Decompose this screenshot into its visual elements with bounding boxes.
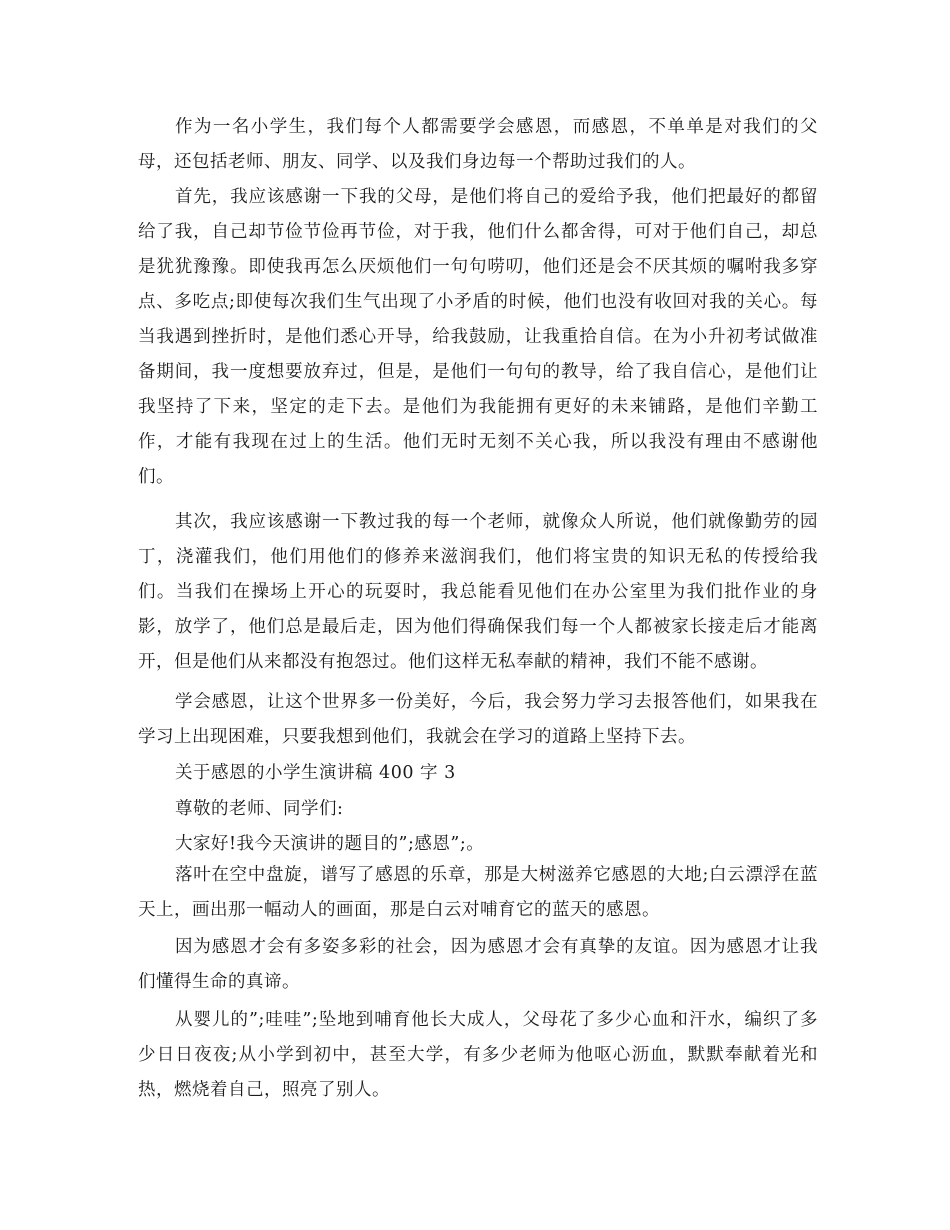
salutation: 尊敬的老师、同学们: — [175, 799, 344, 819]
paragraph-society: 因为感恩才会有多姿多彩的社会，因为感恩才会有真挚的友谊。因为感恩才让我们懂得生命的真谛。 — [138, 937, 818, 992]
paragraph-conclusion: 学会感恩，让这个世界多一份美好，今后，我会努力学习去报答他们，如果我在学习上出现困难，只要我想到他们，我就会在学习的道路上坚持下去。 — [138, 692, 818, 747]
paragraph-infant: 从婴儿的”;哇哇”;坠地到哺育他长大成人，父母花了多少心血和汗水，编织了多少日日夜夜;从小学到初中，甚至大学，有多少老师为他呕心沥血，默默奉献着光和热，燃烧着自己，照亮了别人。 — [138, 1010, 818, 1100]
speech-title: 关于感恩的小学生演讲稿 400 字 3 — [175, 763, 456, 783]
paragraph-intro: 作为一名小学生，我们每个人都需要学会感恩，而感恩，不单单是对我们的父母，还包括老师、朋友、同学、以及我们身边每一个帮助过我们的人。 — [138, 117, 818, 172]
paragraph-teachers: 其次，我应该感谢一下教过我的每一个老师，就像众人所说，他们就像勤劳的园丁，浇灌我们，他们用他们的修养来滋润我们，他们将宝贵的知识无私的传授给我们。当我们在操场上开心的玩耍时，我总能看见他们在办公室里为我们批作业的身影，放学了，他们总是最后走，因为他们得确保我们每一个人都被家长接走后才能离开，但是他们从来都没有抱怨过。他们这样无私奉献的精神，我们不能不感谢。 — [138, 512, 818, 672]
paragraph-leaves: 落叶在空中盘旋，谱写了感恩的乐章，那是大树滋养它感恩的大地;白云漂浮在蓝天上，画出那一幅动人的画面，那是白云对哺育它的蓝天的感恩。 — [138, 865, 818, 920]
paragraph-parents: 首先，我应该感谢一下我的父母，是他们将自己的爱给予我，他们把最好的都留给了我，自己却节俭节俭再节俭，对于我，他们什么都舍得，可对于他们自己，却总是犹犹豫豫。即使我再怎么厌烦他们一句句唠叨，他们还是会不厌其烦的嘱咐我多穿点、多吃点;即使每次我们生气出现了小矛盾的时候，他们也没有收回对我的关心。每当我遇到挫折时，是他们悉心开导，给我鼓励，让我重拾自信。在为小升初考试做准备期间，我一度想要放弃过，但是，是他们一句句的教导，给了我自信心，是他们让我坚持了下来，坚定的走下去。是他们为我能拥有更好的未来铺路，是他们辛勤工作，才能有我现在过上的生活。他们无时无刻不关心我，所以我没有理由不感谢他们。 — [138, 187, 818, 487]
greeting: 大家好!我今天演讲的题目的”;感恩”;。 — [175, 834, 485, 854]
